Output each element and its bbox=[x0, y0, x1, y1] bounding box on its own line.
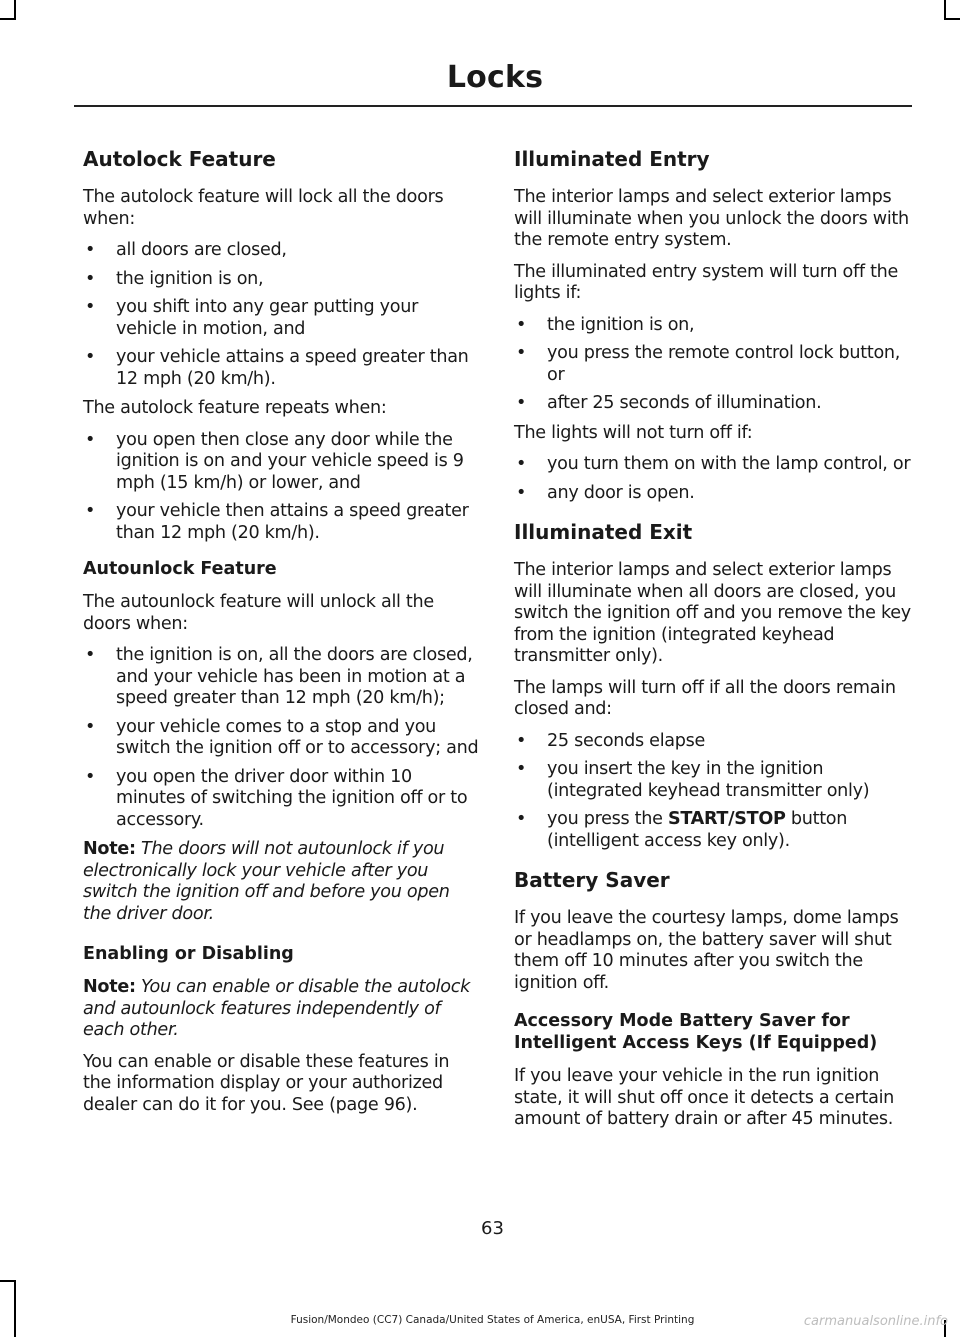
illuminated-entry-heading: Illuminated Entry bbox=[514, 147, 710, 171]
bullet-icon: • bbox=[516, 393, 527, 413]
list-item-text: the ignition is on, bbox=[116, 268, 264, 289]
list-item-text: you shift into any gear putting your vehicle in motion, and bbox=[116, 297, 419, 339]
bullet-icon: • bbox=[85, 297, 96, 317]
list-item bbox=[514, 454, 912, 476]
bullet-icon: • bbox=[516, 454, 527, 474]
list-item-text: you insert the key in the ignition (integrated keyhead transmitter only) bbox=[547, 759, 870, 801]
accessory-mode-paragraph: If you leave your vehicle in the run ignition state, it will shut off once it detects a certain amount of battery drain or after 45 minutes. bbox=[514, 1066, 895, 1129]
autounlock-heading: Autounlock Feature bbox=[83, 559, 277, 579]
list-item-text: you open then close any door while the ignition is on and your vehicle speed is 9 mph (15 km/h) or lower, and bbox=[116, 429, 464, 493]
crop-mark-top-right-vertical bbox=[944, 0, 946, 20]
list-item-text: after 25 seconds of illumination. bbox=[547, 393, 822, 413]
list-item-text: you press the bbox=[547, 809, 668, 829]
bullet-icon: • bbox=[85, 716, 96, 737]
list-item bbox=[514, 343, 912, 386]
watermark: carmanualsonline.info bbox=[803, 1314, 948, 1329]
list-item-text: the ignition is on, all the doors are closed, and your vehicle has been in motion at a speed greater than 12 mph (20 km/h); bbox=[116, 645, 473, 708]
list-item bbox=[83, 347, 481, 390]
entry-paragraph-2: The illuminated entry system will turn off the lights if: bbox=[514, 261, 899, 303]
crop-mark-bottom-left-horizontal bbox=[0, 1280, 16, 1282]
page-number: 63 bbox=[481, 1218, 504, 1239]
bullet-icon: • bbox=[85, 347, 96, 367]
list-item bbox=[83, 297, 481, 340]
bullet-icon: • bbox=[516, 314, 527, 335]
enabling-heading: Enabling or Disabling bbox=[83, 944, 294, 964]
crop-mark-top-right-horizontal bbox=[944, 18, 960, 20]
list-item bbox=[83, 501, 481, 544]
list-item-text: you turn them on with the lamp control, or bbox=[547, 454, 911, 474]
note-label: Note: bbox=[83, 839, 136, 859]
list-item bbox=[514, 483, 912, 505]
entry-list bbox=[514, 315, 912, 415]
right-column bbox=[514, 145, 912, 1141]
accessory-mode-heading: Accessory Mode Battery Saver for Intelligent Access Keys (If Equipped) bbox=[514, 1011, 878, 1053]
note-label: Note: bbox=[83, 977, 136, 997]
bullet-icon: • bbox=[516, 730, 527, 751]
list-item bbox=[514, 393, 912, 415]
battery-saver-heading: Battery Saver bbox=[514, 868, 670, 892]
note-enabling bbox=[83, 977, 481, 1042]
start-stop-keyword: START/STOP bbox=[667, 809, 786, 829]
footer-text: Fusion/Mondeo (CC7) Canada/United States of America, enUSA, First Printing bbox=[290, 1314, 695, 1326]
note-text: The doors will not autounlock if you electronically lock your vehicle after you switch the ignition off and before you open the driver door. bbox=[83, 839, 450, 924]
enabling-text: You can enable or disable these features in the information display or your authorized dealer can do it for you. See (page 96). bbox=[83, 1051, 450, 1115]
crop-mark-top-left-horizontal bbox=[0, 18, 16, 20]
exit-paragraph-2: The lamps will turn off if all the doors remain closed and: bbox=[514, 677, 896, 719]
list-item bbox=[83, 269, 481, 291]
list-item-text: the ignition is on, bbox=[547, 314, 695, 335]
list-item-text: your vehicle comes to a stop and you switch the ignition off or to accessory; and bbox=[116, 716, 479, 758]
autounlock-list bbox=[83, 645, 481, 831]
note-text: You can enable or disable the autolock and autounlock features independently of each other. bbox=[83, 977, 470, 1040]
repeats-list bbox=[83, 430, 481, 545]
list-item bbox=[514, 315, 912, 337]
bullet-icon: • bbox=[85, 766, 96, 787]
bullet-icon: • bbox=[516, 343, 527, 363]
exit-list bbox=[514, 731, 912, 853]
list-item-text: your vehicle then attains a speed greater than 12 mph (20 km/h). bbox=[116, 501, 469, 543]
autolock-list bbox=[83, 240, 481, 390]
list-item-text: button (intelligent access key only). bbox=[547, 809, 848, 851]
list-item bbox=[514, 809, 912, 852]
bullet-icon: • bbox=[85, 501, 96, 521]
list-item bbox=[83, 240, 481, 262]
autolock-intro: The autolock feature will lock all the doors when: bbox=[83, 187, 444, 229]
list-item-text: any door is open. bbox=[547, 482, 695, 503]
battery-saver-paragraph: If you leave the courtesy lamps, dome lamps or headlamps on, the battery saver will shut them off 10 minutes after you switch the ignition off. bbox=[514, 908, 899, 993]
autounlock-intro: The autounlock feature will unlock all the doors when: bbox=[83, 592, 434, 634]
bullet-icon: • bbox=[516, 759, 527, 779]
bullet-icon: • bbox=[516, 482, 527, 503]
entry-paragraph-3: The lights will not turn off if: bbox=[514, 422, 753, 443]
bullet-icon: • bbox=[516, 809, 527, 829]
note-autounlock bbox=[83, 839, 481, 925]
list-item bbox=[83, 430, 481, 495]
list-item bbox=[514, 759, 912, 802]
autolock-heading: Autolock Feature bbox=[83, 147, 276, 171]
crop-mark-bottom-left-vertical bbox=[14, 1280, 16, 1337]
repeats-intro: The autolock feature repeats when: bbox=[83, 398, 387, 418]
list-item-text: you press the remote control lock button, or bbox=[547, 343, 901, 385]
list-item bbox=[83, 717, 481, 760]
list-item bbox=[514, 731, 912, 753]
left-column bbox=[83, 145, 481, 1126]
page-title: Locks bbox=[446, 60, 544, 95]
exit-paragraph-1: The interior lamps and select exterior lamps will illuminate when all doors are closed, you switch the ignition off and you remove the key from the ignition (integrated keyhead transmitter only). bbox=[514, 560, 911, 666]
bullet-icon: • bbox=[85, 240, 96, 260]
crop-mark-top-left-vertical bbox=[14, 0, 16, 20]
bullet-icon: • bbox=[85, 268, 96, 289]
entry-paragraph-1: The interior lamps and select exterior lamps will illuminate when you unlock the doors with the remote entry system. bbox=[514, 187, 909, 250]
entry-list-2 bbox=[514, 454, 912, 504]
header-rule bbox=[74, 105, 912, 107]
list-item-text: your vehicle attains a speed greater than 12 mph (20 km/h). bbox=[116, 347, 469, 389]
bullet-icon: • bbox=[85, 645, 96, 665]
illuminated-exit-heading: Illuminated Exit bbox=[514, 520, 693, 544]
list-item-text: all doors are closed, bbox=[116, 240, 287, 260]
list-item-text: 25 seconds elapse bbox=[547, 730, 706, 751]
bullet-icon: • bbox=[85, 429, 96, 450]
list-item bbox=[83, 645, 481, 710]
list-item bbox=[83, 767, 481, 832]
list-item-text: you open the driver door within 10 minutes of switching the ignition off or to accessory. bbox=[116, 766, 468, 830]
